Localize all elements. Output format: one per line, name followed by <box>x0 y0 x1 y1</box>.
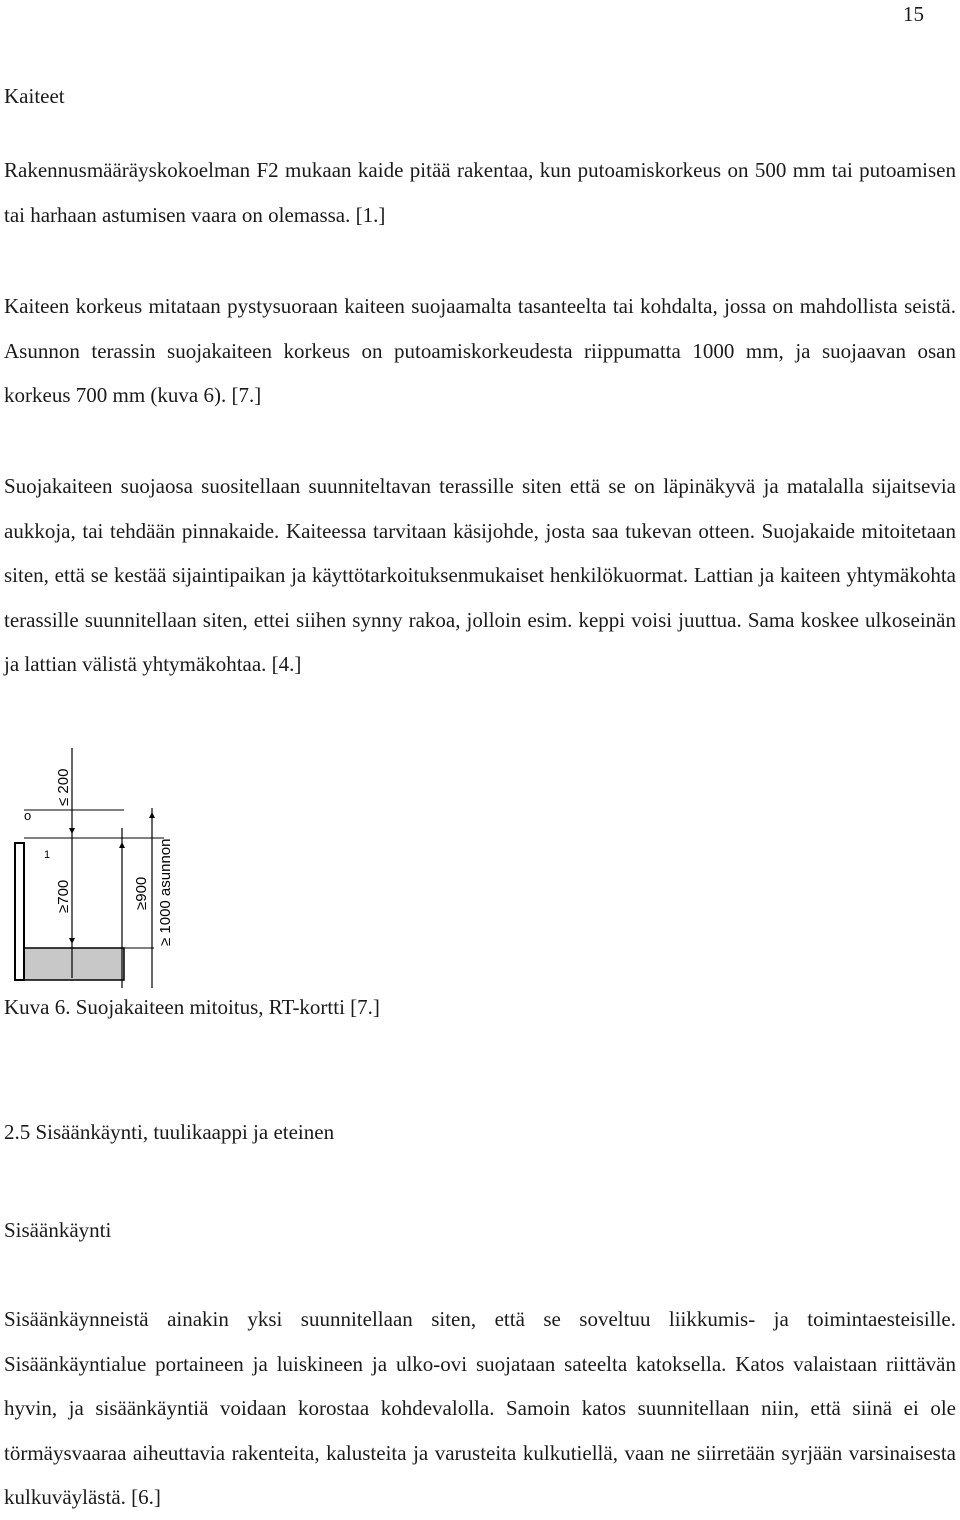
label-max-200: ≤ 200 <box>55 768 72 806</box>
label-mark-1: 1 <box>44 849 51 861</box>
page-number: 15 <box>903 2 924 26</box>
arrow-700-top <box>69 828 75 834</box>
section-heading-kaiteet: Kaiteet <box>4 84 65 108</box>
arrow-700-bottom <box>69 938 75 944</box>
section-title-2-5: 2.5 Sisäänkäynti, tuulikaappi ja eteinen <box>4 1120 335 1144</box>
paragraph-3: Suojakaiteen suojaosa suositellaan suunniteltavan terassille siten että se on läpinäkyvä ja matalalla sijaitsevia aukkoja, tai tehdään pinnakaide. Kaiteessa tarvitaan käsijohde, josta saa tukevan otteen. Suojakaide mitoitetaan siten, että se kestää sijaintipaikan ja käyttötarkoituksenmukaiset henkilökuormat. Lattian ja kaiteen yhtymäkohta terassille suunnitellaan siten, ettei siihen synny rakoa, jolloin esim. keppi voisi juuttua. Sama koskee ulkoseinän ja lattian välistä yhtymäkohtaa. [4.] <box>4 474 956 676</box>
paragraph-4: Sisäänkäynneistä ainakin yksi suunnitellaan siten, että se soveltuu liikkumis- ja toimintaesteisille. Sisäänkäyntialue portaineen ja luiskineen ja ulko-ovi suojataan sateelta katoksella. Katos valaistaan riittävän hyvin, ja sisäänkäyntiä voidaan korostaa kohdevalolla. Samoin katos suunnitellaan niin, että siinä ei ole törmäysvaaraa aiheuttavia rakenteita, kalusteita ja varusteita kulkutiellä, vaan ne siirretään syrjään varsinaisesta kulkuväylästä. [6.] <box>4 1307 956 1509</box>
label-min-1000-asunnon: ≥ 1000 asunnon <box>157 838 174 946</box>
paragraph-1: Rakennusmääräyskokoelman F2 mukaan kaide pitää rakentaa, kun putoamiskorkeus on 500 mm tai putoamisen tai harhaan astumisen vaara on olemassa. [1.] <box>4 158 956 227</box>
label-min-700: ≥700 <box>55 879 72 913</box>
railing-post <box>15 843 24 980</box>
label-min-900: ≥900 <box>133 876 150 910</box>
arrow-1000-top <box>149 812 155 818</box>
railing-dimension-figure <box>4 748 174 993</box>
figure-caption: Kuva 6. Suojakaiteen mitoitus, RT-kortti [7.] <box>4 995 380 1019</box>
paragraph-2: Kaiteen korkeus mitataan pystysuoraan kaiteen suojaamalta tasanteelta tai kohdalta, jossa on mahdollista seistä. Asunnon terassin suojakaiteen korkeus on putoamiskorkeudesta riippumatta 1000 mm, ja suojaavan osan korkeus 700 mm (kuva 6). [7.] <box>4 294 956 407</box>
arrow-900-top <box>119 842 125 848</box>
label-symbol: o <box>24 808 32 823</box>
railing-diagram <box>4 748 174 993</box>
floor-slab <box>24 948 124 980</box>
sub-heading-sisaankaynti: Sisäänkäynti <box>4 1218 112 1242</box>
